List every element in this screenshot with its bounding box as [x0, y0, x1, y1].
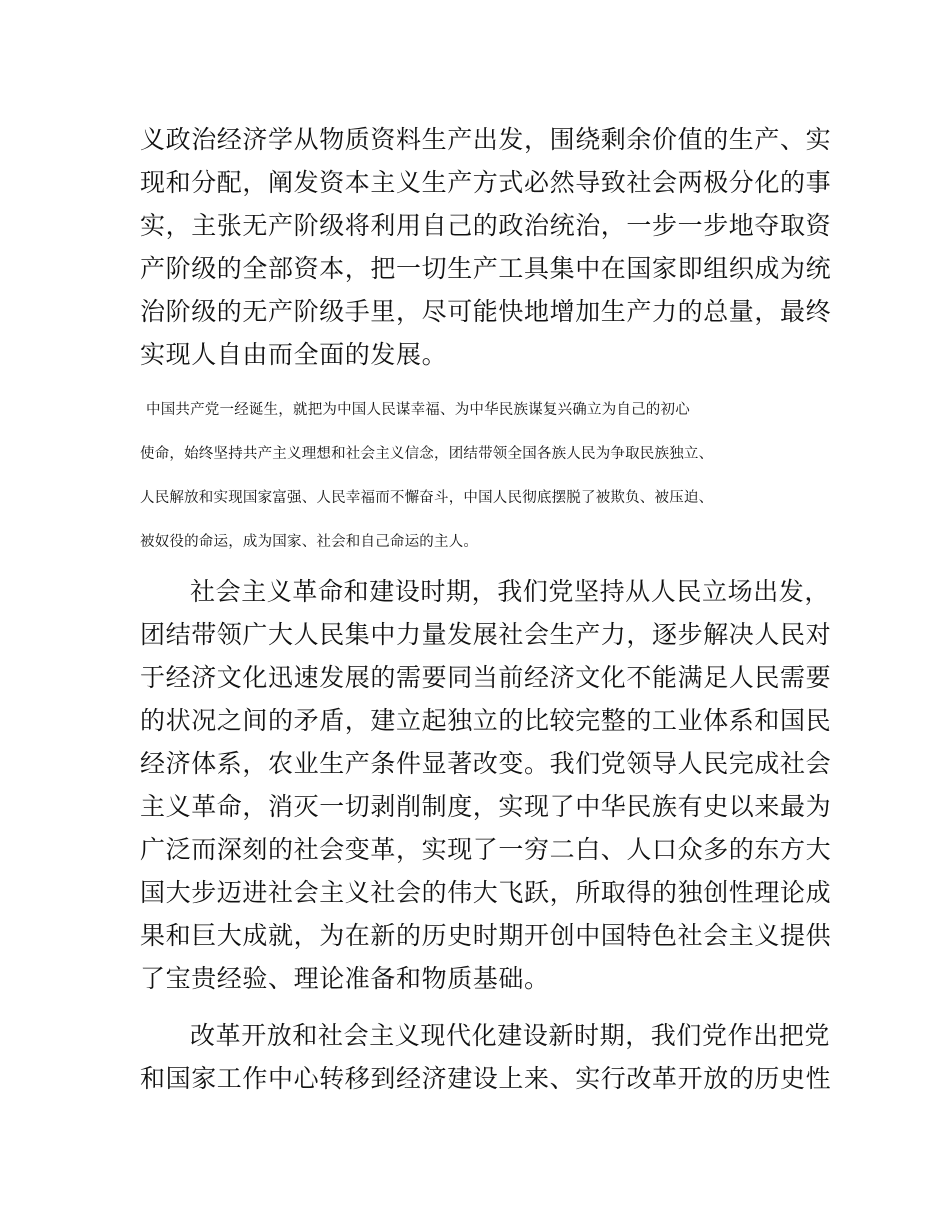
text-line: 实现人自由而全面的发展。 [140, 340, 448, 369]
text-line: 现和分配，阐发资本主义生产方式必然导致社会两极分化的事 [140, 168, 832, 197]
text-line: 人民解放和实现国家富强、人民幸福而不懈奋斗，中国人民彻底摆脱了被欺负、被压迫、 [140, 490, 714, 506]
text-line: 被奴役的命运，成为国家、社会和自己命运的主人。 [140, 534, 479, 550]
text-line: 于经济文化迅速发展的需要同当前经济文化不能满足人民需要 [140, 663, 832, 692]
text-line: 义政治经济学从物质资料生产出发，围绕剩余价值的生产、实 [140, 125, 832, 154]
text-line: 主义革命，消灭一切剥削制度，实现了中华民族有史以来最为 [140, 792, 832, 821]
text-line: 和国家工作中心转移到经济建设上来、实行改革开放的历史性 [140, 1064, 832, 1093]
paragraph-party-founding [140, 388, 713, 564]
text-line: 产阶级的全部资本，把一切生产工具集中在国家即组织成为统 [140, 254, 832, 283]
text-line: 使命，始终坚持共产主义理想和社会主义信念，团结带领全国各族人民为争取民族独立、 [140, 446, 714, 462]
text-line: 了宝贵经验、理论准备和物质基础。 [140, 964, 550, 993]
text-line: 广泛而深刻的社会变革，实现了一穷二白、人口众多的东方大 [140, 835, 832, 864]
text-line: 国大步迈进社会主义社会的伟大飞跃，所取得的独创性理论成 [140, 878, 832, 907]
text-line: 的状况之间的矛盾，建立起独立的比较完整的工业体系和国民 [140, 706, 832, 735]
paragraph-reform-opening [140, 1014, 831, 1100]
text-line: 改革开放和社会主义现代化建设新时期，我们党作出把党 [190, 1021, 831, 1050]
text-line: 中国共产党一经诞生，就把为中国人民谋幸福、为中华民族谋复兴确立为自己的初心 [146, 402, 690, 418]
text-line: 团结带领广大人民集中力量发展社会生产力，逐步解决人民对 [140, 620, 832, 649]
text-line: 果和巨大成就，为在新的历史时期开创中国特色社会主义提供 [140, 921, 832, 950]
text-line: 治阶级的无产阶级手里，尽可能快地增加生产力的总量，最终 [140, 297, 832, 326]
paragraph-marxist-economics [140, 118, 831, 376]
text-line: 实，主张无产阶级将利用自己的政治统治，一步一步地夺取资 [140, 211, 832, 240]
text-line: 社会主义革命和建设时期，我们党坚持从人民立场出发， [190, 577, 831, 606]
paragraph-socialist-revolution [140, 570, 831, 1000]
text-line: 经济体系，农业生产条件显著改变。我们党领导人民完成社会 [140, 749, 832, 778]
